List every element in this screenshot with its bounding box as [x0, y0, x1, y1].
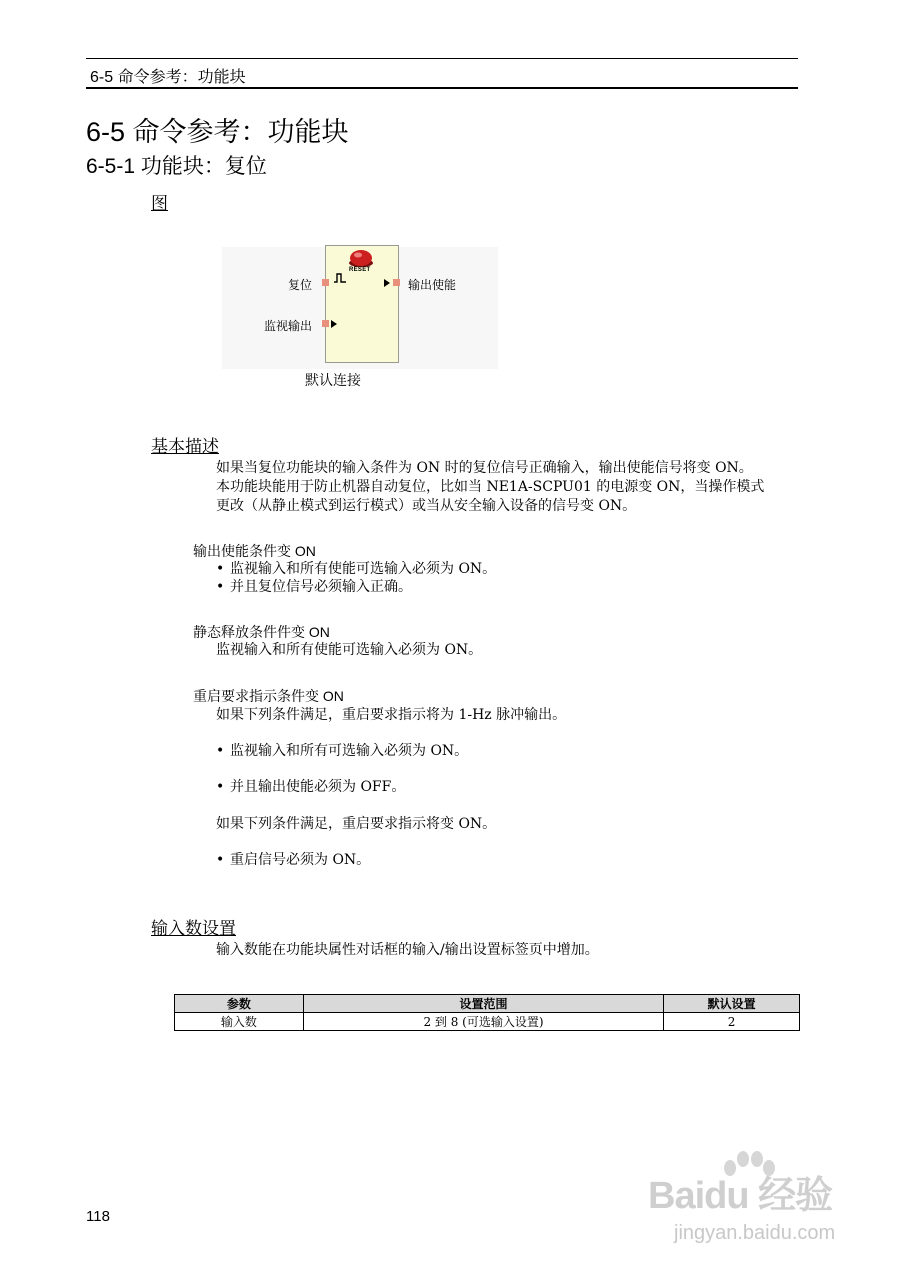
figure-caption: 默认连接 [305, 372, 361, 388]
output-enable-bullet-2: • 并且复位信号必须输入正确。 [216, 578, 412, 597]
static-release-text: 监视输入和所有使能可选输入必须为 ON。 [216, 642, 483, 658]
header-parameter: 参数 [175, 995, 304, 1013]
restart-text-2: 如果下列条件满足，重启要求指示将变 ON。 [216, 816, 497, 832]
inputs-setting-text: 输入数能在功能块属性对话框的输入/输出设置标签页中增加。 [216, 942, 599, 958]
table-row [175, 1013, 800, 1031]
output-enable-condition-title: 输出使能条件变 ON [193, 543, 316, 559]
cell-default: 2 [664, 1013, 800, 1031]
watermark-main: Baidu 经验 [648, 1175, 833, 1217]
inputs-setting-title: 输入数设置 [151, 919, 236, 938]
input-arrow-icon [331, 320, 337, 328]
basic-line-1: 如果当复位功能块的输入条件为 ON 时的复位信号正确输入，输出使能信号将变 ON。 [216, 460, 753, 476]
input-reset-label: 复位 [288, 278, 313, 292]
pulse-icon [333, 272, 347, 284]
baidu-watermark [640, 1150, 860, 1260]
settings-table [174, 994, 800, 1031]
input-monitor-port [322, 320, 329, 327]
restart-text-1: 如果下列条件满足，重启要求指示将为 1-Hz 脉冲输出。 [216, 707, 567, 723]
cell-parameter: 输入数 [175, 1013, 304, 1031]
table-header-row [175, 995, 800, 1013]
reset-button-icon [348, 248, 374, 268]
basic-description-title: 基本描述 [151, 437, 219, 456]
cell-range: 2 到 8 (可选输入设置) [303, 1013, 663, 1031]
output-enable-bullet-1: • 监视输入和所有使能可选输入必须为 ON。 [216, 560, 496, 579]
header-range: 设置范围 [303, 995, 663, 1013]
running-head: 6-5 命令参考：功能块 [90, 69, 246, 86]
page-number: 118 [86, 1208, 110, 1225]
restart-bullet-3: • 重启信号必须为 ON。 [216, 851, 370, 870]
static-release-title: 静态释放条件件变 ON [193, 624, 330, 640]
header-bottom-rule [86, 87, 798, 89]
basic-line-3: 更改（从静止模式到运行模式）或当从安全输入设备的信号变 ON。 [216, 498, 637, 514]
restart-bullet-2: • 并且输出使能必须为 OFF。 [216, 778, 405, 797]
input-monitor-label: 监视输出 [264, 319, 313, 333]
figure-label: 图 [151, 194, 168, 213]
page-title: 6-5 命令参考：功能块 [86, 117, 349, 147]
restart-bullet-1: • 监视输入和所有可选输入必须为 ON。 [216, 742, 468, 761]
section-title: 6-5-1 功能块：复位 [86, 155, 267, 178]
output-enable-label: 输出使能 [408, 278, 457, 292]
reset-label: RESET [349, 267, 371, 273]
restart-title: 重启要求指示条件变 ON [193, 688, 344, 704]
output-arrow-icon [384, 279, 390, 287]
header-top-rule [86, 58, 798, 59]
output-enable-port [393, 279, 400, 286]
basic-line-2: 本功能块能用于防止机器自动复位，比如当 NE1A-SCPU01 的电源变 ON，当操作模式 [216, 479, 765, 495]
watermark-sub: jingyan.baidu.com [674, 1222, 836, 1244]
header-default: 默认设置 [664, 995, 800, 1013]
input-reset-port [322, 279, 329, 286]
